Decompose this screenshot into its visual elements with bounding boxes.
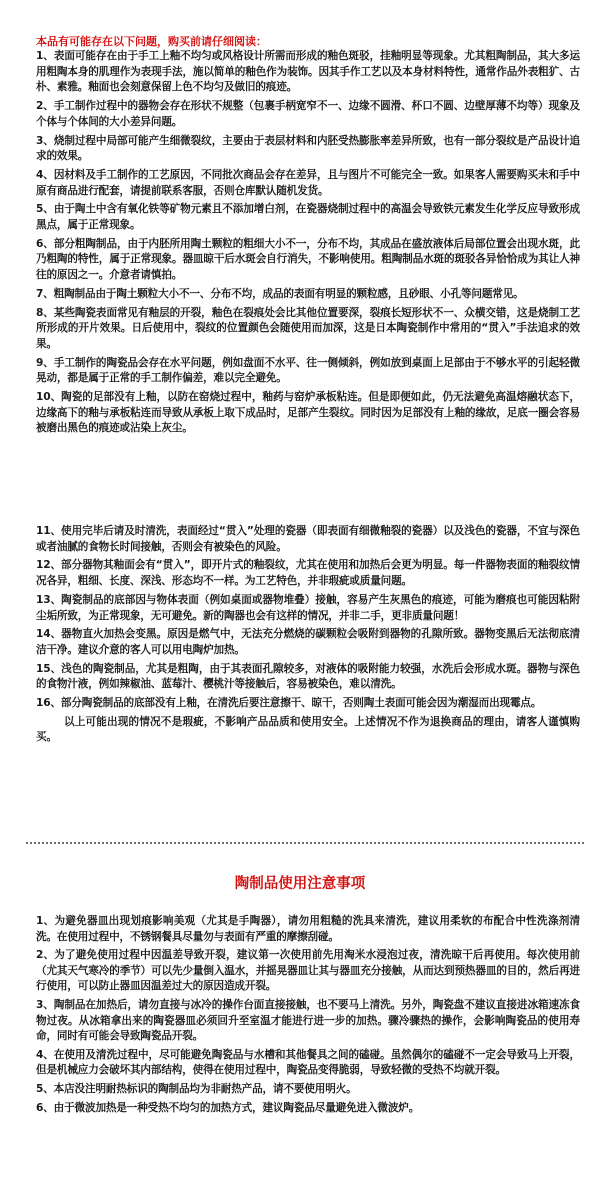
section-divider [26,842,584,844]
usage-item-4: 4、在使用及清洗过程中，尽可能避免陶瓷品与水槽和其他餐具之间的磕碰。虽然偶尔的磕碰不一定会导致马上开裂，但是机械应力会破坏其内部结构，使得在使用过程中，陶瓷品变得脆弱，导致轻微的受热不均就开裂。 [36,1048,580,1077]
notice-item-11: 11、使用完毕后请及时清洗，表面经过“贯入”处理的瓷器（即表面有细微釉裂的瓷器）以及浅色的瓷器，不宜与深色或者油腻的食物长时间接触，否则会有被染色的风险。 [36,525,580,553]
notice-item-4: 4、因材料及手工制作的工艺原因，不同批次商品会存在差异，且与图片不可能完全一致。如果客人需要购买未和手中原有商品进行配套，请提前联系客服，否则仓库默认随机发货。 [36,168,580,197]
usage-item-6: 6、由于微波加热是一种受热不均匀的加热方式，建议陶瓷品尽量避免进入微波炉。 [36,1101,420,1114]
usage-item-5: 5、本店没注明耐热标识的陶制品均为非耐热产品，请不要使用明火。 [36,1082,357,1095]
notice-item-6: 6、部分粗陶制品，由于内胚所用陶土颗粒的粗细大小不一，分布不均，其成品在盛放液体后局部位置会出现水斑，此乃粗陶的特性，属于正常现象。器皿晾干后水斑会自行消失，不影响使用。粗陶制品水斑的斑驳各异恰恰成为其让人神往的原因之一。介意者请慎拍。 [36,237,580,282]
notice-item-15: 15、浅色的陶瓷制品，尤其是粗陶，由于其表面孔隙较多，对液体的吸附能力较强，水洗后会形成水斑。器物与深色的食物汁液，例如辣椒油、蓝莓汁、樱桃汁等接触后，容易被染色，难以清洗。 [36,662,580,691]
notice-disclaimer: 以上可能出现的情况不是瑕疵，不影响产品品质和使用安全。上述情况不作为退换商品的理由，请客人谨慎购买。 [36,715,580,744]
notice-item-5: 5、由于陶土中含有氧化铁等矿物元素且不添加增白剂，在瓷器烧制过程中的高温会导致铁元素发生化学反应导致形成黑点，属于正常现象。 [36,203,580,232]
notice-panel [32,30,580,516]
usage-item-1: 1、为避免器皿出现划痕影响美观（尤其是手陶器），请勿用粗糙的洗具来清洗，建议用柔软的布配合中性洗涤剂清洗。在使用过程中，不锈钢餐具尽量勿与表面有严重的摩擦刮碰。 [36,915,580,943]
usage-section-title: 陶制品使用注意事项 [234,876,366,892]
notice-item-14: 14、器物直火加热会变黑。原因是燃气中，无法充分燃烧的碳颗粒会吸附到器物的孔隙所致。器物变黑后无法彻底清洁干净。建议介意的客人可以用电陶炉加热。 [36,628,580,656]
notice-item-8: 8、某些陶瓷表面常见有釉层的开裂，釉色在裂痕处会比其他位置要深，裂痕长短形状不一、众横交错，这是烧制工艺所形成的开片效果。日后使用中，裂纹的位置颜色会随使用而加深，这是日本陶瓷制作中常用的“贯入”手法追求的效果。 [36,306,580,350]
usage-item-3: 3、陶制品在加热后，请勿直接与冰冷的操作台面直接接触，也不要马上清洗。另外，陶瓷盘不建议直接进冰箱速冻食物过夜。从冰箱拿出来的陶瓷器皿必须回升至室温才能进行进一步的加热。骤冷骤热的操作，会影响陶瓷品的使用寿命，同时有可能会导致陶瓷品开裂。 [36,998,580,1043]
usage-panel [32,910,580,1174]
notice-panel-continued [32,520,580,832]
notice-title: 本品有可能存在以下问题，购买前请仔细阅读： [36,35,267,48]
notice-item-3: 3、烧制过程中局部可能产生细微裂纹，主要由于表层材料和内胚受热膨胀率差异所致，也有一部分裂纹是产品设计追求的效果。 [36,134,580,163]
usage-item-2: 2、为了避免使用过程中因温差导致开裂，建议第一次使用前先用淘米水浸泡过夜，清洗晾干后再使用。每次使用前（尤其天气寒冷的季节）可以先少量倒入温水，并摇晃器皿让其与器皿充分接触，从而达到预热器皿的目的，然后再进行使用，可以防止器皿因温差过大的原因造成开裂。 [36,949,580,993]
notice-item-12: 12、部分器物其釉面会有“贯入”，即开片式的釉裂纹，尤其在使用和加热后会更为明显。每一件器物表面的釉裂纹情况各异，粗细、长度、深浅、形态均不一样。为工艺特色，并非瑕疵或质量问题。 [36,559,580,588]
notice-item-7: 7、粗陶制品由于陶土颗粒大小不一、分布不均，成品的表面有明显的颗粒感，且砂眼、小孔等问题常见。 [36,287,524,300]
notice-item-9: 9、手工制作的陶瓷品会存在水平问题，例如盘面不水平、往一侧倾斜，例如放到桌面上足部由于不够水平的引起轻微晃动，都是属于正常的手工制作偏差，难以完全避免。 [36,356,580,385]
notice-item-10: 10、陶瓷的足部没有上釉，以防在窑烧过程中，釉药与窑炉承板粘连。但是即便如此，仍无法避免高温熔融状态下，边缘高下的釉与承板粘连而导致从承板上取下成品时，足部产生裂纹。同时因为足部没有上釉的缘故，足底一圈会容易被磨出黑色的痕迹或沾染上灰尘。 [36,391,580,435]
notice-item-1: 1、表面可能存在由于手工上釉不均匀或风格设计所需而形成的釉色斑驳，挂釉明显等现象。尤其粗陶制品，其大多运用粗陶本身的肌理作为表现手法，施以简单的釉色作为装饰。因其手作工艺以及本身材料特性，通常作品外表粗犷、古朴、素雅。釉面也会刻意保留上色不均匀及做旧的痕迹。 [36,50,580,94]
notice-item-2: 2、手工制作过程中的器物会存在形状不规整（包裹手柄宽窄不一、边缘不圆滑、杯口不圆、边壁厚薄不均等）现象及个体与个体间的大小差异问题。 [36,100,580,128]
notice-item-16: 16、部分陶瓷制品的底部没有上釉，在清洗后要注意擦干、晾干，否则陶土表面可能会因为潮湿而出现霉点。 [36,697,542,710]
notice-item-13: 13、陶瓷制品的底部因与物体表面（例如桌面或器物堆叠）接触，容易产生灰黑色的痕迹，可能为磨痕也可能因粘附尘垢所致，为正常现象，无可避免。新的陶器也会有这样的情况，并非二手，更非质量问题！ [36,593,580,622]
